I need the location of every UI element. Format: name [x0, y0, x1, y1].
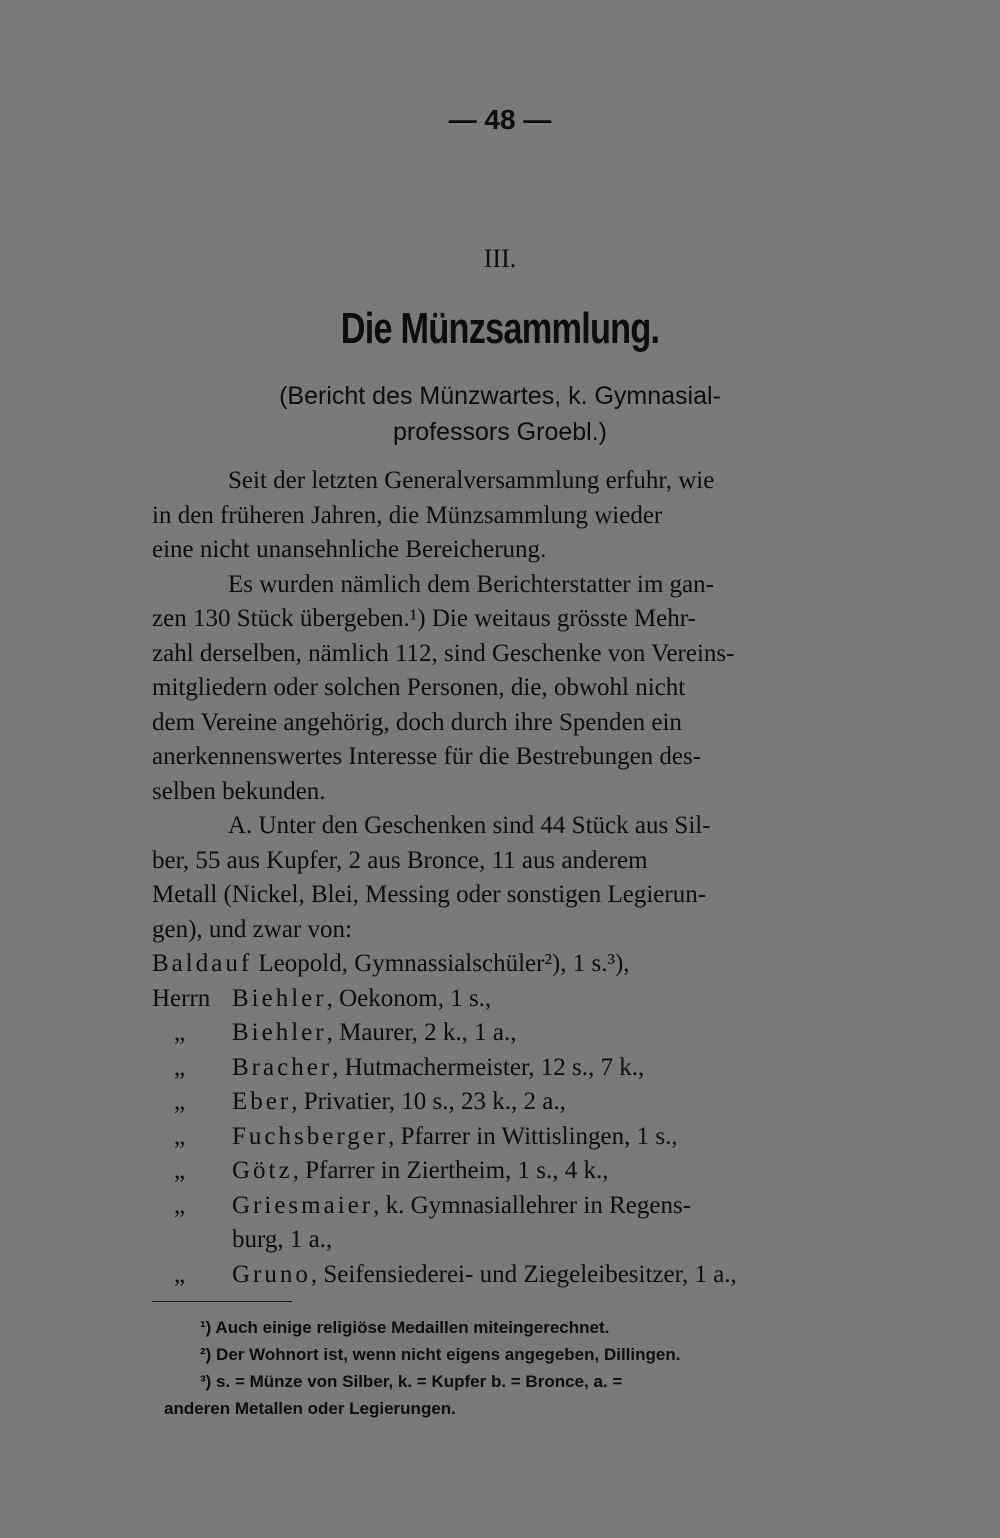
text-line: gen), und zwar von:: [152, 915, 352, 943]
donor-details: , Seifensiederei- und Ziegeleibesitzer, 1 a.,: [310, 1260, 737, 1288]
donor-name: Griesmaier: [232, 1191, 374, 1219]
donor-name: Biehler: [232, 984, 327, 1012]
footnote: ³) s. = Münze von Silber, k. = Kupfer b. = Bronce, a. =: [200, 1372, 623, 1391]
donor-name: Baldauf: [152, 950, 253, 977]
list-item: [152, 1120, 850, 1155]
donor-prefix: Herrn: [152, 984, 211, 1012]
text-line: zahl derselben, nämlich 112, sind Geschenke von Vereins-: [152, 639, 735, 667]
donor-name: Bracher: [232, 1053, 333, 1081]
donor-details: , Privatier, 10 s., 23 k., 2 a.,: [291, 1088, 566, 1115]
ditto-mark: „: [174, 1157, 186, 1184]
section-subtitle: [150, 378, 850, 450]
text-line: A. Unter den Geschenken sind 44 Stück aus Sil-: [228, 812, 711, 839]
donor-name: Götz: [232, 1157, 293, 1184]
subtitle-line: professors Groebl.): [393, 418, 607, 446]
donor-list: [152, 947, 850, 1292]
page-number: — 48 —: [448, 104, 552, 135]
section-title: Die Münzsammlung.: [340, 304, 660, 353]
list-item: [152, 1258, 850, 1293]
donor-name: Gruno: [232, 1260, 311, 1288]
list-item: [152, 947, 850, 982]
text-line: selben bekunden.: [152, 777, 326, 805]
footnote-rule: [152, 1301, 292, 1302]
paragraph: [152, 568, 850, 810]
donor-name: Biehler: [232, 1019, 327, 1046]
donor-details: Leopold, Gymnassialschüler²), 1 s.³),: [252, 950, 630, 977]
paragraph: [152, 464, 850, 568]
list-item: [152, 1189, 850, 1224]
body-text: [152, 464, 850, 1292]
section-numeral: III.: [483, 244, 517, 273]
footnote-continuation: anderen Metallen oder Legierungen.: [164, 1399, 456, 1418]
text-line: ber, 55 aus Kupfer, 2 aus Bronce, 11 aus anderem: [152, 846, 648, 874]
text-line: Metall (Nickel, Blei, Messing oder sonstigen Legierun-: [152, 881, 707, 908]
donor-details: , Pfarrer in Ziertheim, 1 s., 4 k.,: [292, 1157, 609, 1184]
donor-name: Fuchsberger: [232, 1122, 389, 1150]
list-item-continuation: [152, 1223, 850, 1258]
text-line: zen 130 Stück übergeben.¹) Die weitaus grösste Mehr-: [152, 605, 696, 632]
donor-details: burg, 1 a.,: [232, 1226, 333, 1253]
footnote: ²) Der Wohnort ist, wenn nicht eigens angegeben, Dillingen.: [200, 1345, 681, 1364]
ditto-mark: „: [174, 1088, 186, 1115]
list-item: [152, 1051, 850, 1086]
text-line: Seit der letzten Generalversammlung erfuhr, wie: [228, 467, 715, 494]
paragraph: [152, 809, 850, 947]
list-item: [152, 982, 850, 1017]
subtitle-line: (Bericht des Münzwartes, k. Gymnasial-: [279, 382, 721, 410]
list-item: [152, 1016, 850, 1051]
donor-name: Eber: [232, 1088, 292, 1115]
text-line: in den früheren Jahren, die Münzsammlung wieder: [152, 501, 663, 529]
text-line: eine nicht unansehnliche Bereicherung.: [152, 536, 547, 563]
text-line: dem Vereine angehörig, doch durch ihre Spenden ein: [152, 708, 682, 736]
ditto-mark: „: [174, 1053, 186, 1081]
ditto-mark: „: [174, 1260, 186, 1288]
ditto-mark: „: [174, 1191, 186, 1219]
donor-details: , Oekonom, 1 s.,: [326, 984, 492, 1012]
donor-details: , k. Gymnasiallehrer in Regens-: [373, 1191, 692, 1219]
list-item: [152, 1085, 850, 1120]
donor-details: , Hutmachermeister, 12 s., 7 k.,: [332, 1053, 645, 1081]
ditto-mark: „: [174, 1019, 186, 1046]
ditto-mark: „: [174, 1122, 186, 1150]
donor-details: , Maurer, 2 k., 1 a.,: [326, 1019, 517, 1046]
list-item: [152, 1154, 850, 1189]
footnote: ¹) Auch einige religiöse Medaillen miteingerechnet.: [200, 1318, 610, 1337]
text-line: anerkennenswertes Interesse für die Bestrebungen des-: [152, 743, 702, 770]
footnotes: [164, 1314, 850, 1422]
donor-details: , Pfarrer in Wittislingen, 1 s.,: [388, 1122, 678, 1150]
text-line: Es wurden nämlich dem Berichterstatter im gan-: [228, 570, 714, 598]
text-line: mitgliedern oder solchen Personen, die, obwohl nicht: [152, 674, 686, 701]
